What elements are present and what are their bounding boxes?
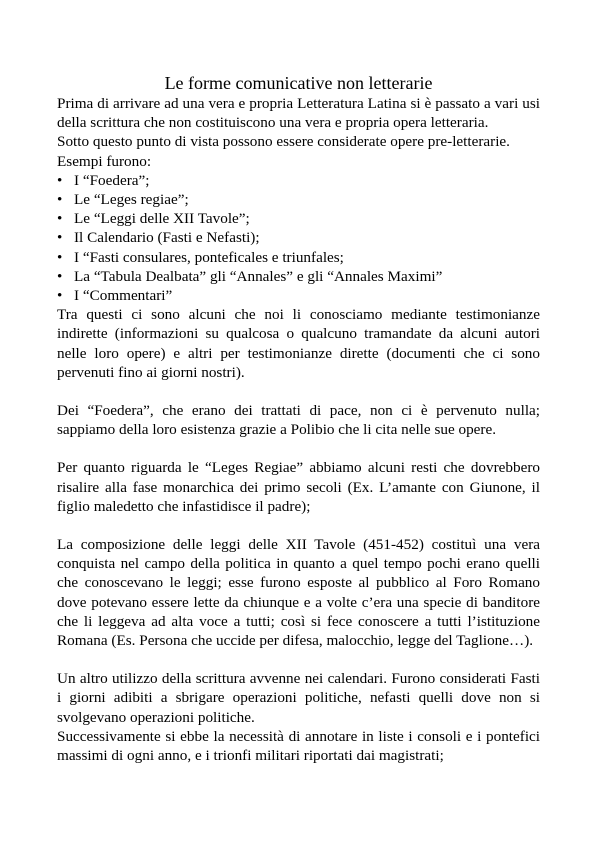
bullet-icon: • (57, 229, 63, 247)
leges-regiae-paragraph: Per quanto riguarda le “Leges Regiae” abbiamo alcuni resti che dovrebbero risalire alla fase monarchica dei primo secoli (Ex. L’amante con Giunone, il figlio maledetto che infastidisce il padre); (57, 459, 540, 515)
bullet-icon: • (57, 267, 63, 285)
document-page (57, 72, 540, 765)
examples-heading: Esempi furono: (57, 152, 152, 170)
testimonianze-paragraph: Tra questi ci sono alcuni che noi li conosciamo mediante testimonianze indirette (informazioni su qualcosa o qualcuno tramandate da alcuni autori nelle loro opere) e altri per testimonianze dirette (documenti che ci sono pervenuti fino ai giorni nostri). (57, 306, 540, 381)
bullet-icon: • (57, 171, 63, 189)
intro-paragraph: Prima di arrivare ad una vera e propria Letteratura Latina si è passato a vari usi della scrittura che non costituiscono una vera e propria opera letteraria. (57, 95, 540, 132)
list-item: • I “Fasti consulares, ponteficales e triunfales; (57, 248, 344, 266)
bullet-icon: • (57, 287, 63, 305)
bullet-icon: • (57, 191, 63, 209)
intro-note: Sotto questo punto di vista possono essere considerate opere pre-letterarie. (57, 133, 510, 151)
examples-list (57, 171, 540, 305)
list-item: • I “Commentari” (57, 287, 173, 305)
bullet-icon: • (57, 248, 63, 266)
list-item: • Il Calendario (Fasti e Nefasti); (57, 229, 260, 247)
bullet-icon: • (57, 210, 63, 228)
page-title: Le forme comunicative non letterarie (164, 73, 433, 93)
liste-paragraph: Successivamente si ebbe la necessità di annotare in liste i consoli e i pontefici massimi di ogni anno, e i trionfi militari riportati dai magistrati; (57, 727, 540, 765)
list-item: • I “Foedera”; (57, 171, 150, 189)
xii-tavole-paragraph: La composizione delle leggi delle XII Tavole (451-452) costituì una vera conquista nel campo della politica in quanto a quel tempo pochi erano quelli che conoscevano le leggi; esse furono esposte al pubblico al Foro Romano dove potevano essere lette da chiunque e a volte c’era una specie di banditore che li leggeva ad alta voce a tutti; così si fece conoscere a tutti l’istituzione Romana (Es. Persona che uccide per difesa, malocchio, legge del Taglione…). (57, 536, 540, 650)
foedera-paragraph: Dei “Foedera”, che erano dei trattati di pace, non ci è pervenuto nulla; sappiamo della loro esistenza grazie a Polibio che li cita nelle sue opere. (57, 402, 540, 439)
calendari-paragraph: Un altro utilizzo della scrittura avvenne nei calendari. Furono considerati Fasti i giorni adibiti a sbrigare operazioni politiche, nefasti quelli dove non si svolgevano operazioni politiche. (57, 670, 540, 726)
list-item: • La “Tabula Dealbata” gli “Annales” e gli “Annales Maximi” (57, 267, 443, 285)
list-item: • Le “Leggi delle XII Tavole”; (57, 210, 250, 228)
list-item: • Le “Leges regiae”; (57, 191, 189, 209)
